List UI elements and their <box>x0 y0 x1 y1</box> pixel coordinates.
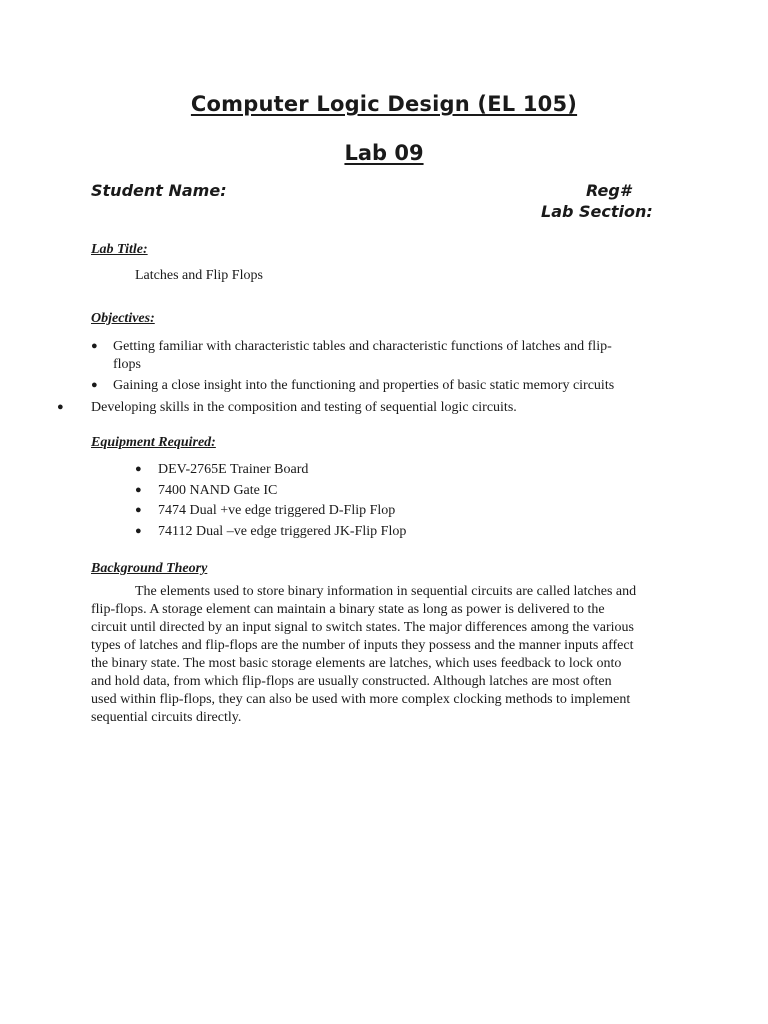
lab-number: Lab 09 <box>344 141 424 165</box>
equipment-heading: Equipment Required: <box>91 435 216 450</box>
paragraph-line: flip-flops. A storage element can maintain a binary state as long as power is delivered to the <box>91 602 605 617</box>
background-theory-heading: Background Theory <box>91 561 208 576</box>
lab-section-label: Lab Section: <box>541 202 653 221</box>
objective-item-continuation: flops <box>113 357 141 372</box>
background-theory-paragraph <box>91 583 681 727</box>
course-title: Computer Logic Design (EL 105) <box>190 92 578 116</box>
paragraph-line: types of latches and flip-flops are the number of inputs they possess and the manner inputs affect <box>91 638 634 653</box>
bullet-icon: ● <box>135 525 142 537</box>
reg-label: Reg# <box>586 181 631 200</box>
bullet-icon: ● <box>135 504 142 516</box>
paragraph-line: The elements used to store binary information in sequential circuits are called latches and <box>135 584 637 599</box>
lab-title-heading: Lab Title: <box>91 242 148 257</box>
bullet-icon: ● <box>135 484 142 496</box>
equipment-item: 7474 Dual +ve edge triggered D-Flip Flop <box>158 503 396 518</box>
equipment-item: DEV-2765E Trainer Board <box>158 462 309 477</box>
equipment-item: 7400 NAND Gate IC <box>158 483 278 498</box>
paragraph-line: sequential circuits directly. <box>91 710 242 725</box>
lab-title-value: Latches and Flip Flops <box>135 268 263 283</box>
paragraph-line: the binary state. The most basic storage elements are latches, which uses feedback to lock onto <box>91 656 622 671</box>
objective-item: Gaining a close insight into the functioning and properties of basic static memory circuits <box>113 378 615 393</box>
objective-item: Developing skills in the composition and testing of sequential logic circuits. <box>91 400 517 415</box>
objective-item: Getting familiar with characteristic tables and characteristic functions of latches and flip- <box>113 339 612 354</box>
objectives-heading: Objectives: <box>91 311 155 326</box>
bullet-icon: ● <box>91 340 98 352</box>
paragraph-line: and hold data, from which flip-flops are usually constructed. Although latches are most often <box>91 674 612 689</box>
bullet-icon: ● <box>57 401 64 413</box>
bullet-icon: ● <box>135 463 142 475</box>
paragraph-line: used within flip-flops, they can also be used with more complex clocking methods to implement <box>91 692 631 707</box>
paragraph-line: circuit until directed by an input signal to switch states. The major differences among the various <box>91 620 635 635</box>
student-name-label: Student Name: <box>91 181 227 200</box>
bullet-icon: ● <box>91 379 98 391</box>
equipment-item: 74112 Dual –ve edge triggered JK-Flip Flop <box>158 524 407 539</box>
